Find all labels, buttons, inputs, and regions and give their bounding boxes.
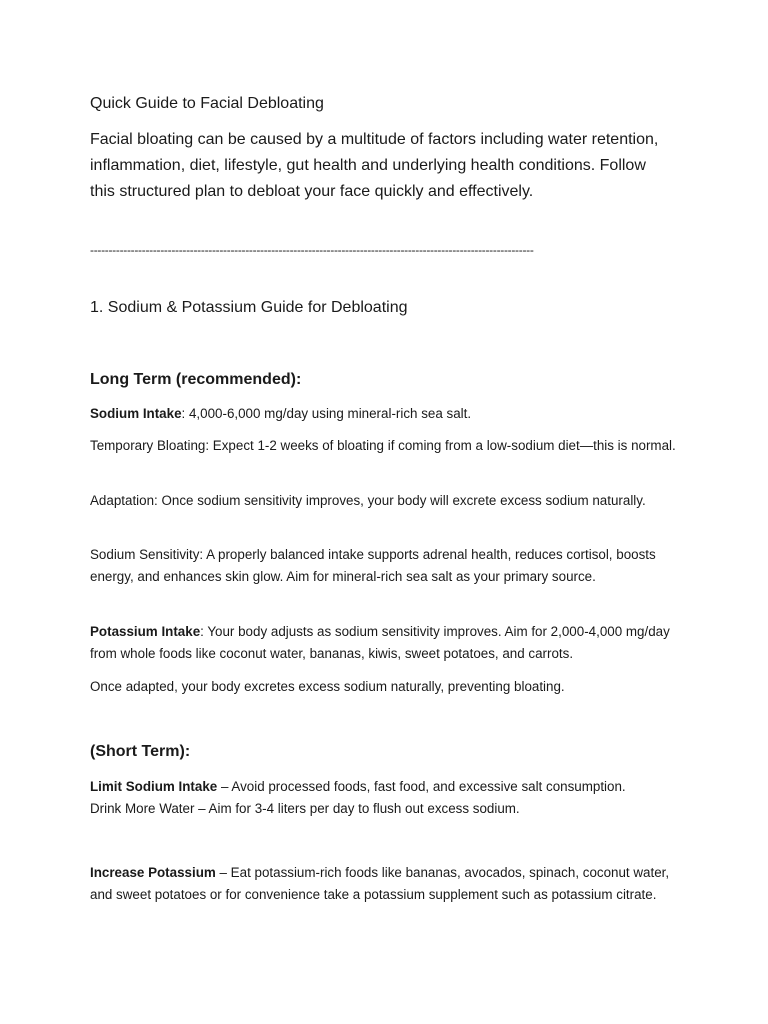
sodium-intake-text: : 4,000-6,000 mg/day using mineral-rich sea salt. [181, 406, 472, 421]
sodium-intake-label: Sodium Intake [90, 406, 182, 421]
adaptation-paragraph: Adaptation: Once sodium sensitivity improves, your body will excrete excess sodium naturally. [90, 493, 646, 508]
short-term-heading: (Short Term): [90, 743, 191, 760]
increase-potassium-label: Increase Potassium [90, 865, 216, 880]
increase-potassium-paragraph [90, 862, 680, 906]
once-adapted-paragraph: Once adapted, your body excretes excess sodium naturally, preventing bloating. [90, 679, 565, 694]
limit-sodium-label: Limit Sodium Intake [90, 779, 218, 794]
potassium-intake-text: : Your body adjusts as sodium sensitivity improves. Aim for 2,000-4,000 mg/day from whole foods like coconut water, bananas, kiwis, sweet potatoes, and carrots. [90, 624, 670, 661]
drink-water-paragraph: Drink More Water – Aim for 3-4 liters per day to flush out excess sodium. [90, 801, 520, 816]
section-title: 1. Sodium & Potassium Guide for Debloating [90, 299, 408, 316]
sodium-intake-paragraph [90, 403, 680, 425]
intro-paragraph: Facial bloating can be caused by a multitude of factors including water retention, inflammation, diet, lifestyle, gut health and underlying health conditions. Follow this structured plan to debloat your face quickly and effectively. [90, 131, 659, 200]
document-title: Quick Guide to Facial Debloating [90, 95, 324, 112]
temporary-bloating-paragraph: Temporary Bloating: Expect 1-2 weeks of bloating if coming from a low-sodium diet—this is normal. [90, 438, 676, 453]
sodium-sensitivity-paragraph: Sodium Sensitivity: A properly balanced intake supports adrenal health, reduces cortisol, boosts energy, and enhances skin glow. Aim for mineral-rich sea salt as your primary source. [90, 547, 656, 584]
limit-sodium-paragraph [90, 776, 680, 798]
potassium-intake-paragraph [90, 621, 680, 665]
dashed-divider: ------------------------------------------------------------------------------------------------------------------------ [90, 243, 534, 257]
potassium-intake-label: Potassium Intake [90, 624, 201, 639]
increase-potassium-text: – Eat potassium-rich foods like bananas, avocados, spinach, coconut water, and sweet potatoes or for convenience take a potassium supplement such as potassium citrate. [90, 865, 670, 902]
limit-sodium-text: – Avoid processed foods, fast food, and excessive salt consumption. [217, 779, 626, 794]
long-term-heading: Long Term (recommended): [90, 371, 302, 388]
